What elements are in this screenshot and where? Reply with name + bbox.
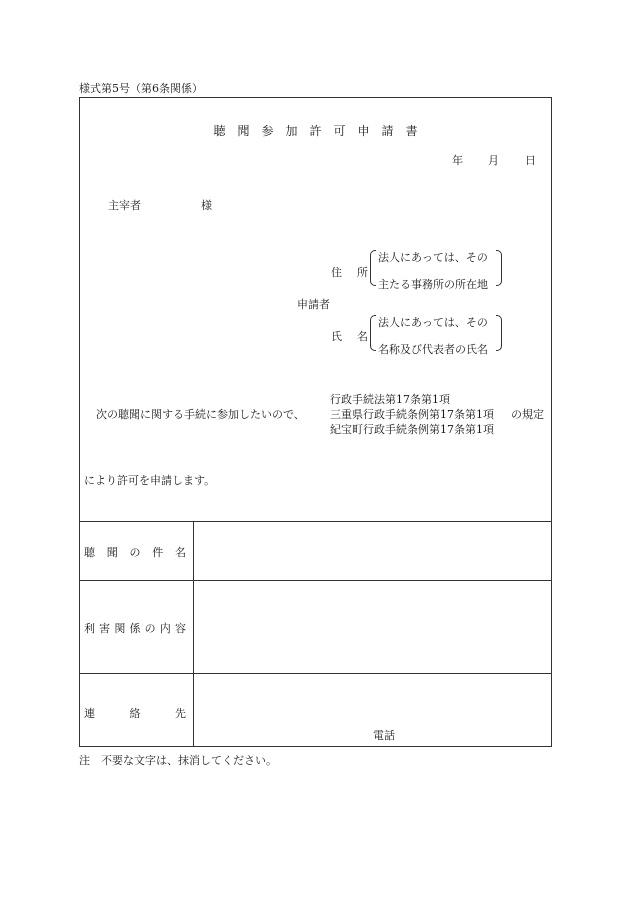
statement-lead: 次の聴聞に関する手続に参加したいので、 xyxy=(96,408,305,421)
address-label: 住 所 xyxy=(331,266,370,279)
applicant-label: 申請者 xyxy=(297,298,330,311)
phone-label: 電話 xyxy=(373,729,395,742)
name-bracket-right xyxy=(496,315,502,351)
date-month: 月 xyxy=(488,154,499,167)
law-2: 三重県行政手続条例第17条第1項 xyxy=(330,408,494,421)
name-bracket-left xyxy=(370,315,376,351)
name-note-line1: 法人にあっては、その xyxy=(378,316,488,329)
table-divider-2 xyxy=(79,580,552,581)
table-divider-3 xyxy=(79,673,552,674)
address-note-line2: 主たる事務所の所在地 xyxy=(378,278,488,291)
form-number: 様式第5号（第6条関係） xyxy=(79,82,203,95)
statement-trail: の規定 xyxy=(511,408,544,421)
footnote: 注 不要な文字は、抹消してください。 xyxy=(79,754,277,767)
date-year: 年 xyxy=(452,154,463,167)
table-column-divider xyxy=(193,521,194,747)
law-1: 行政手続法第17条第1項 xyxy=(330,393,450,406)
addressee-role: 主宰者 xyxy=(108,199,141,212)
case-name-label: 聴 聞 の 件 名 xyxy=(84,546,186,559)
table-divider-top xyxy=(79,521,552,522)
date-day: 日 xyxy=(525,154,536,167)
address-note-line1: 法人にあっては、その xyxy=(378,251,488,264)
statement-closing: により許可を申請します。 xyxy=(84,474,216,487)
interest-label: 利 害 関 係 の 内 容 xyxy=(84,622,186,635)
form-title: 聴 聞 参 加 許 可 申 請 書 xyxy=(213,124,418,138)
address-bracket-right xyxy=(496,250,502,286)
addressee-honorific: 様 xyxy=(201,199,212,212)
name-note-line2: 名称及び代表者の氏名 xyxy=(378,343,488,356)
contact-label: 連 絡 先 xyxy=(84,707,186,720)
name-label: 氏 名 xyxy=(331,330,370,343)
law-3: 紀宝町行政手続条例第17条第1項 xyxy=(330,423,494,436)
address-bracket-left xyxy=(370,250,376,286)
